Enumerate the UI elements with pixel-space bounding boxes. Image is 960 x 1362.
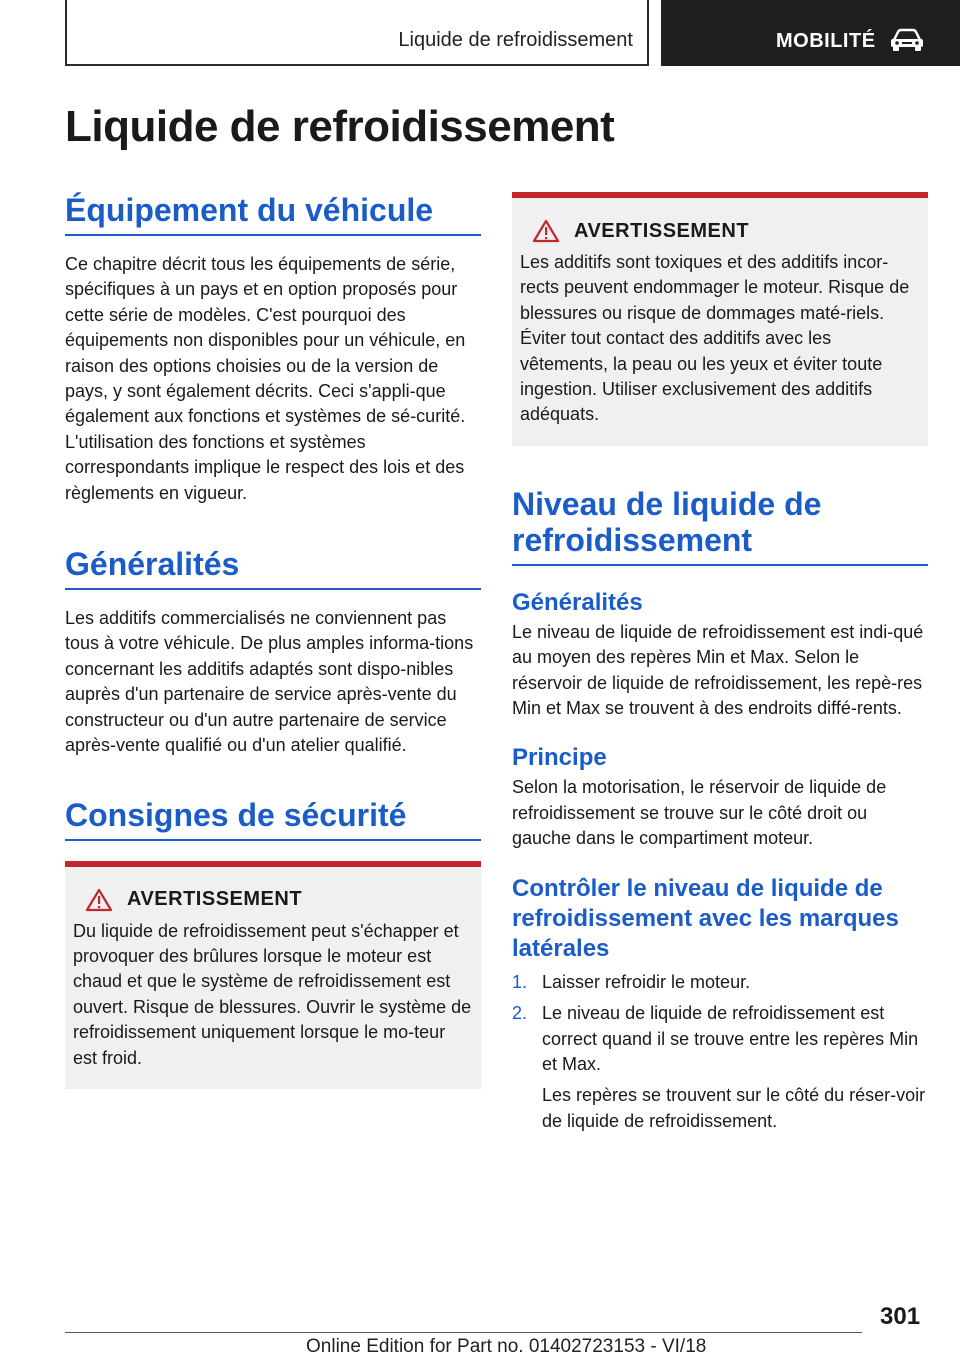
check-steps (512, 970, 928, 1078)
warning-text: Les additifs sont toxiques et des additifs incor-rects peuvent endommager le moteur. Risque de blessures ou risque de dommages maté-riels. Éviter tout contact des additifs avec les vêtements, la peau ou les yeux et éviter toute ingestion. Utiliser exclusivement des additifs adéquats. (520, 252, 910, 425)
warning-header (73, 887, 473, 913)
level-heading: Niveau de liquide de refroidissement (512, 486, 928, 566)
right-column (512, 192, 928, 1134)
general-heading: Généralités (65, 546, 481, 590)
step-text: Le niveau de liquide de refroidissement est correct quand il se trouve entre les repères Min et Max. (542, 1003, 919, 1074)
car-icon (889, 28, 925, 52)
header-chapter-title: Liquide de refroidissement (398, 29, 633, 51)
warning-box-burns (65, 861, 481, 1089)
warning-text: Du liquide de refroidissement peut s'échapper et provoquer des brûlures lorsque le moteur est chaud et que le système de refroidissement est ouvert. Risque de blessures. Ouvrir le système de refroidissement uniquement lorsque le mo-teur est froid. (73, 920, 472, 1068)
equipment-heading: Équipement du véhicule (65, 192, 481, 236)
header-section-label: MOBILITÉ (776, 30, 876, 52)
principle-text: Selon la motorisation, le réservoir de liquide de refroidissement se trouve sur le côté droit ou gauche dans le compartiment moteur. (512, 777, 887, 849)
step-item (512, 970, 928, 995)
header-section-box (661, 0, 960, 66)
warning-label: AVERTISSEMENT (574, 219, 750, 242)
page-number: 301 (880, 1303, 921, 1330)
equipment-text: Ce chapitre décrit tous les équipements de série, spécifiques à un pays et en option proposés pour cette série de modèles. C'est pourquoi des équipements non disponibles pour un véhicule, en raison des options choisies ou de la version de pays, y sont également décrits. Ceci s'appli-que également aux fonctions et systèmes de sé-curité. L'utilisation des fonctions et systèmes correspondants implique le respect des lois et des règlements en vigueur. (65, 254, 466, 503)
general-subheading: Généralités (512, 588, 643, 616)
header-chapter-box (65, 0, 649, 66)
step-item (512, 1001, 928, 1077)
footer-edition: Online Edition for Part no. 01402723153 - VI/18 (306, 1336, 707, 1357)
warning-triangle-icon (532, 219, 560, 243)
warning-triangle-icon (85, 888, 113, 912)
warning-header (520, 218, 920, 244)
footer-divider (65, 1332, 862, 1333)
warning-label: AVERTISSEMENT (127, 888, 303, 910)
general-text: Les additifs commercialisés ne conviennent pas tous à votre véhicule. De plus amples informa-tions concernant les additifs adaptés sont dispo-nibles auprès d'un partenaire de service après-vente du constructeur ou d'un autre partenaire de service après-vente qualifié ou d'un atelier qualifié. (65, 608, 474, 756)
step-text: Laisser refroidir le moteur. (542, 971, 751, 992)
check-subheading: Contrôler le niveau de liquide de refroidissement avec les marques latérales (512, 874, 899, 962)
step-number: 1. (512, 971, 528, 992)
safety-heading: Consignes de sécurité (65, 797, 481, 841)
step-number: 2. (512, 1003, 528, 1024)
principle-subheading: Principe (512, 744, 607, 772)
step-note: Les repères se trouvent sur le côté du réser-voir de liquide de refroidissement. (542, 1085, 926, 1131)
level-general-text: Le niveau de liquide de refroidissement est indi-qué au moyen des repères Min et Max. Selon le réservoir de liquide de refroidissement, les repè-res Min et Max se trouvent à des endroits diffé-rents. (512, 621, 924, 719)
warning-box-additives (512, 192, 928, 446)
left-column (65, 192, 481, 1089)
page-title: Liquide de refroidissement (65, 102, 615, 151)
